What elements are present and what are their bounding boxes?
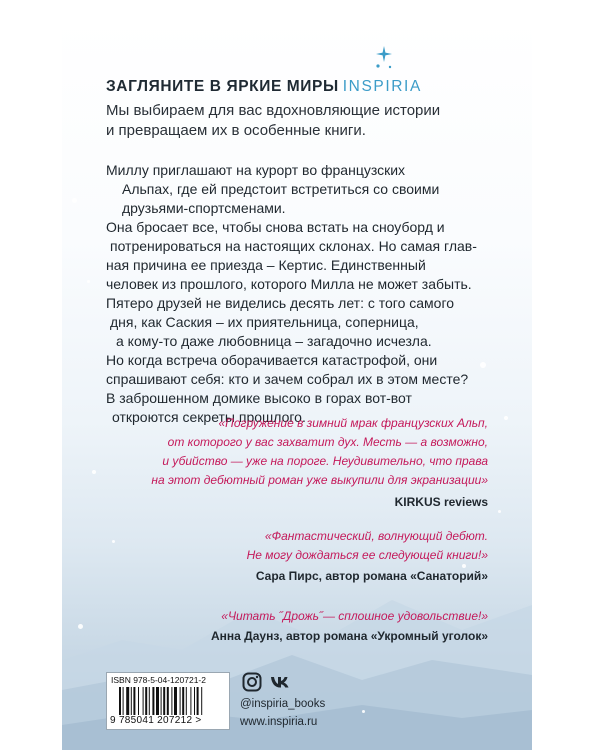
synopsis-line: Она бросает все, чтобы снова встать на сноуборд и <box>106 219 445 235</box>
book-back-cover <box>62 18 532 750</box>
synopsis-line: откроются секреты прошлого. <box>112 409 306 425</box>
review-quote-line: «Погружение в зимний мрак французских Альп, <box>218 416 488 430</box>
review-quote <box>247 527 488 565</box>
review-quote <box>151 414 488 490</box>
review-quote-line: «Читать ˝Дрожь˝— сплошное удовольствие!» <box>221 609 488 623</box>
synopsis-line: Пятеро друзей не виделись десять лет: с того самого <box>106 295 455 311</box>
synopsis-line: Миллу приглашают на курорт во французских <box>106 162 406 178</box>
review-quote-line: на этот дебютный роман уже выкупили для экранизации» <box>151 473 488 487</box>
brand-name: INSPIRIA <box>342 78 422 95</box>
synopsis-line: В заброшенном домике высоко в горах вот-вот <box>106 390 412 406</box>
barcode-icon <box>119 687 223 715</box>
isbn-barcode <box>106 672 230 730</box>
synopsis <box>106 161 526 427</box>
review-quote <box>221 607 488 626</box>
snowflake <box>92 470 96 474</box>
synopsis-line: друзьями-спортсменами. <box>122 200 286 216</box>
review-quote-line: Не могу дождаться ее следующей книги!» <box>246 548 488 562</box>
review-quote-line: «Фантастический, волнующий дебют. <box>264 529 488 543</box>
sparkle-icon <box>374 44 394 70</box>
review-quote-line: от которого у вас захватит дух. Месть — а возможно, <box>167 435 488 449</box>
snowflake <box>78 624 83 629</box>
synopsis-line: дня, как Саския – их приятельница, соперница, <box>110 314 419 330</box>
instagram-icon[interactable] <box>242 672 262 692</box>
snowflake <box>72 198 77 203</box>
synopsis-line: а кому-то даже любовница – загадочно исчезла. <box>116 333 432 349</box>
snowflake <box>112 540 115 543</box>
review-author: Сара Пирс, автор романа «Санаторий» <box>255 569 488 583</box>
snowflake <box>498 510 501 513</box>
vk-icon[interactable] <box>270 672 290 692</box>
review-quote-line: и убийство — уже на пороге. Неудивительно, что права <box>162 454 488 468</box>
website-link[interactable]: www.inspiria.ru <box>240 716 318 728</box>
social-handle[interactable]: @inspiria_books <box>240 698 326 710</box>
isbn-number: ISBN 978-5-04-120721-2 <box>111 675 206 685</box>
intro-line: Мы выбираем для вас вдохновляющие истории <box>106 102 441 119</box>
review-author: KIRKUS reviews <box>394 495 488 509</box>
intro-line: и превращаем их в особенные книги. <box>106 122 366 139</box>
synopsis-line: спрашивают себя: кто и зачем собрал их в этом месте? <box>106 371 469 387</box>
synopsis-line: ная причина ее приезда – Кертис. Единственный <box>106 257 426 273</box>
synopsis-line: человек из прошлого, которого Милла не может забыть. <box>106 276 472 292</box>
synopsis-line: потренироваться на настоящих склонах. Но самая глав- <box>110 238 477 254</box>
headline-text: ЗАГЛЯНИТЕ В ЯРКИЕ МИРЫ <box>106 78 339 95</box>
barcode-number: 9 785041 207212 > <box>110 715 202 726</box>
snowflake <box>362 710 365 713</box>
review-author: Анна Даунз, автор романа «Укромный уголок» <box>211 629 488 643</box>
synopsis-line: Но когда встреча оборачивается катастрофой, они <box>106 352 438 368</box>
headline <box>106 78 422 96</box>
publisher-intro <box>106 101 506 141</box>
snowflake <box>87 280 90 283</box>
synopsis-line: Альпах, где ей предстоит встретиться со своими <box>122 181 440 197</box>
